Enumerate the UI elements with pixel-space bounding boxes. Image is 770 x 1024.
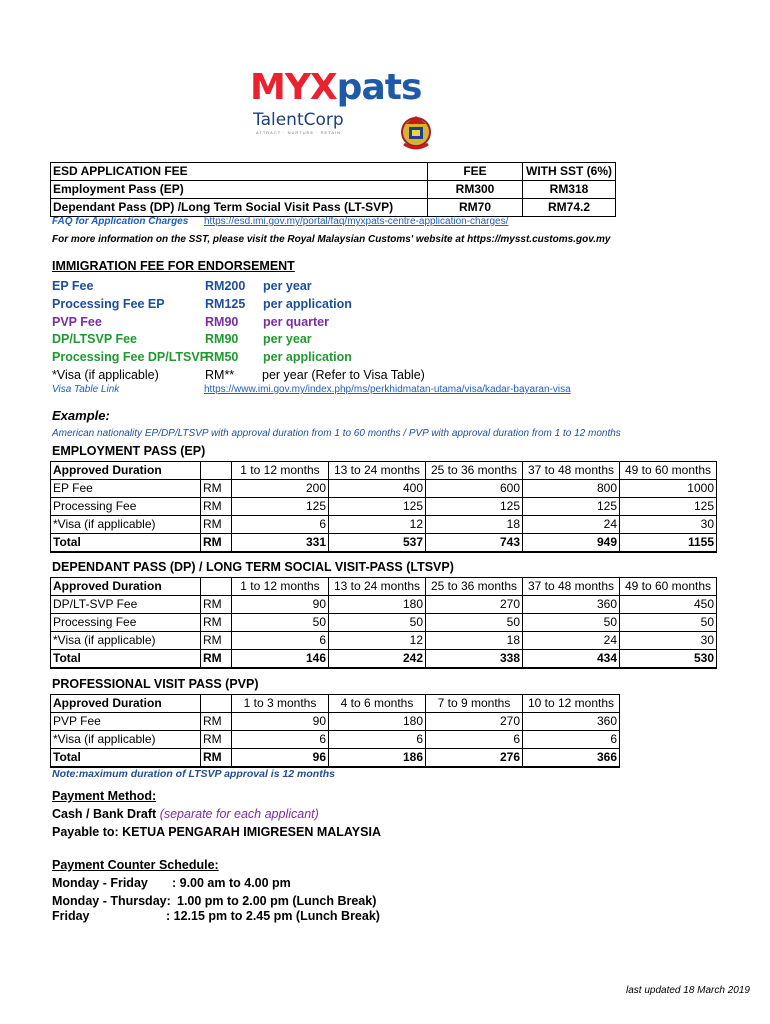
payment-method: Cash / Bank Draft	[52, 807, 157, 821]
table-row	[51, 650, 717, 669]
table-cell: 434	[523, 650, 620, 669]
table-cell: 125	[620, 498, 717, 516]
visa-table-label: Visa Table Link	[52, 384, 120, 395]
table-cell: 24	[523, 516, 620, 534]
table-cell: DP/LT-SVP Fee	[51, 596, 201, 614]
table-row	[51, 578, 717, 596]
table-header-cell: Approved Duration	[51, 578, 201, 596]
table-cell: 180	[329, 596, 426, 614]
fee-period: per year	[263, 279, 312, 293]
table-cell: 6	[232, 632, 329, 650]
last-updated: last updated 18 March 2019	[626, 985, 750, 996]
table-cell: 360	[523, 713, 620, 731]
immigration-crest-icon	[398, 112, 434, 152]
payment-method-row	[52, 807, 319, 821]
table-header-cell: 25 to 36 months	[426, 578, 523, 596]
faq-link[interactable]: https://esd.imi.gov.my/portal/faq/myxpats-centre-application-charges/	[204, 216, 509, 227]
table-header-cell: 10 to 12 months	[523, 695, 620, 713]
table-cell: 50	[232, 614, 329, 632]
table-cell: 186	[329, 749, 426, 768]
table-header-cell: 49 to 60 months	[620, 462, 717, 480]
table-row	[51, 731, 620, 749]
table-header-cell: 1 to 12 months	[232, 578, 329, 596]
table-cell: RM	[201, 632, 232, 650]
table-header-cell: 49 to 60 months	[620, 578, 717, 596]
table-cell: 18	[426, 516, 523, 534]
esd-fee-table	[50, 162, 616, 217]
ep-fee-table	[50, 461, 717, 553]
table-cell: 270	[426, 713, 523, 731]
faq-label: FAQ for Application Charges	[52, 216, 189, 227]
table-cell: 270	[426, 596, 523, 614]
table-row	[51, 614, 717, 632]
table-cell: 366	[523, 749, 620, 768]
table-header-cell: 13 to 24 months	[329, 578, 426, 596]
table-cell: RM	[201, 480, 232, 498]
schedule-day: Monday - Thursday:	[52, 894, 171, 908]
fee-label: PVP Fee	[52, 315, 102, 329]
fee-period: per application	[263, 350, 352, 364]
table-cell: 530	[620, 650, 717, 669]
table-row	[51, 749, 620, 768]
fee-amount: RM**	[205, 368, 235, 382]
fee-label: Processing Fee EP	[52, 297, 165, 311]
table-row	[51, 695, 620, 713]
table-cell: PVP Fee	[51, 713, 201, 731]
table-header-cell: 1 to 12 months	[232, 462, 329, 480]
dp-table-wrap	[50, 577, 717, 669]
fee-period: per year	[263, 332, 312, 346]
fee-amount: RM90	[205, 315, 239, 329]
table-cell: 50	[620, 614, 717, 632]
fee-amount: RM90	[205, 332, 239, 346]
table-cell: 50	[329, 614, 426, 632]
table-header-cell: 25 to 36 months	[426, 462, 523, 480]
table-header-cell: 1 to 3 months	[232, 695, 329, 713]
table-cell: 90	[232, 713, 329, 731]
pvp-table-title: PROFESSIONAL VISIT PASS (PVP)	[52, 677, 259, 691]
schedule-time: : 12.15 pm to 2.45 pm (Lunch Break)	[166, 909, 380, 923]
fee-label: Processing Fee DP/LTSVP	[52, 350, 209, 364]
table-cell: 50	[523, 614, 620, 632]
table-cell: Processing Fee	[51, 498, 201, 516]
table-cell: *Visa (if applicable)	[51, 632, 201, 650]
sst-note: For more information on the SST, please visit the Royal Malaysian Customs' website at https://mysst.customs.gov.my	[52, 234, 611, 245]
table-cell: 18	[426, 632, 523, 650]
table-cell: 125	[232, 498, 329, 516]
table-header-cell: 37 to 48 months	[523, 578, 620, 596]
table-cell: RM	[201, 534, 232, 553]
table-cell: RM	[201, 650, 232, 669]
table-cell: 24	[523, 632, 620, 650]
table-cell: 6	[329, 731, 426, 749]
table-cell: Total	[51, 650, 201, 669]
table-cell: 600	[426, 480, 523, 498]
table-cell: 1155	[620, 534, 717, 553]
table-cell: RM	[201, 614, 232, 632]
schedule-time: 1.00 pm to 2.00 pm (Lunch Break)	[177, 894, 377, 908]
fee-amount: RM125	[205, 297, 246, 311]
table-cell: 96	[232, 749, 329, 768]
schedule-day: Friday	[52, 909, 90, 923]
table-cell: 6	[232, 516, 329, 534]
fee-amount: RM200	[205, 279, 246, 293]
table-cell: 360	[523, 596, 620, 614]
logo-tagline: ATTRACT · NURTURE · RETAIN	[256, 130, 342, 135]
fee-label: DP/LTSVP Fee	[52, 332, 137, 346]
table-header-cell: 13 to 24 months	[329, 462, 426, 480]
schedule-day: Monday - Friday	[52, 876, 148, 890]
table-cell: RM70	[428, 199, 523, 217]
table-cell: *Visa (if applicable)	[51, 516, 201, 534]
table-row	[51, 181, 616, 199]
table-cell: 6	[523, 731, 620, 749]
table-cell: 338	[426, 650, 523, 669]
table-row	[51, 199, 616, 217]
payment-title: Payment Method:	[52, 789, 157, 803]
fee-period: per application	[263, 297, 352, 311]
fee-period: per quarter	[263, 315, 329, 329]
table-cell: Total	[51, 534, 201, 553]
table-row	[51, 462, 717, 480]
table-cell: 125	[329, 498, 426, 516]
table-cell: 6	[232, 731, 329, 749]
table-row	[51, 480, 717, 498]
dp-fee-table	[50, 577, 717, 669]
table-cell: 180	[329, 713, 426, 731]
table-cell: EP Fee	[51, 480, 201, 498]
table-cell: RM	[201, 516, 232, 534]
table-cell: RM	[201, 749, 232, 768]
table-cell: Total	[51, 749, 201, 768]
table-cell: 12	[329, 632, 426, 650]
schedule-time: : 9.00 am to 4.00 pm	[172, 876, 291, 890]
esd-header-sst: WITH SST (6%)	[523, 163, 616, 181]
table-cell: 1000	[620, 480, 717, 498]
payable-to: Payable to: KETUA PENGARAH IMIGRESEN MALAYSIA	[52, 825, 381, 839]
table-header-cell: Approved Duration	[51, 462, 201, 480]
table-cell: 6	[426, 731, 523, 749]
pvp-note: Note:maximum duration of LTSVP approval is 12 months	[52, 768, 335, 780]
logo-talentcorp: TalentCorp	[253, 110, 344, 130]
ep-table-title: EMPLOYMENT PASS (EP)	[52, 444, 206, 458]
table-cell: 125	[523, 498, 620, 516]
table-header-cell: Approved Duration	[51, 695, 201, 713]
table-cell: 30	[620, 632, 717, 650]
table-header-cell	[201, 578, 232, 596]
table-cell: RM318	[523, 181, 616, 199]
table-cell: Dependant Pass (DP) /Long Term Social Visit Pass (LT-SVP)	[51, 199, 428, 217]
table-row	[51, 632, 717, 650]
esd-fee-section	[50, 162, 616, 217]
immigration-title: IMMIGRATION FEE FOR ENDORSEMENT	[52, 259, 295, 273]
example-title: Example:	[52, 408, 110, 423]
table-header-cell: 37 to 48 months	[523, 462, 620, 480]
table-cell: 800	[523, 480, 620, 498]
table-cell: 50	[426, 614, 523, 632]
table-header-cell: 4 to 6 months	[329, 695, 426, 713]
table-cell: Processing Fee	[51, 614, 201, 632]
visa-table-link[interactable]: https://www.imi.gov.my/index.php/ms/perkhidmatan-utama/visa/kadar-bayaran-visa	[204, 384, 571, 395]
table-row	[51, 713, 620, 731]
table-cell: 90	[232, 596, 329, 614]
pvp-table-wrap	[50, 694, 620, 768]
table-cell: 400	[329, 480, 426, 498]
table-cell: 242	[329, 650, 426, 669]
table-cell: 125	[426, 498, 523, 516]
table-header-cell	[201, 695, 232, 713]
fee-label: *Visa (if applicable)	[52, 368, 159, 382]
ep-table-wrap	[50, 461, 717, 553]
schedule-title: Payment Counter Schedule:	[52, 858, 219, 872]
myxpats-logo	[250, 68, 450, 158]
fee-amount: RM50	[205, 350, 239, 364]
table-header-cell	[201, 462, 232, 480]
table-cell: 146	[232, 650, 329, 669]
table-cell: 276	[426, 749, 523, 768]
table-cell: RM	[201, 713, 232, 731]
example-subtitle: American nationality EP/DP/LTSVP with approval duration from 1 to 60 months / PVP with approval duration from 1 to 12 months	[52, 428, 621, 439]
esd-header-label: ESD APPLICATION FEE	[51, 163, 428, 181]
table-cell: 537	[329, 534, 426, 553]
fee-label: EP Fee	[52, 279, 94, 293]
table-row	[51, 596, 717, 614]
table-cell: 12	[329, 516, 426, 534]
table-cell: 200	[232, 480, 329, 498]
table-cell: RM	[201, 731, 232, 749]
pvp-fee-table	[50, 694, 620, 768]
table-cell: RM74.2	[523, 199, 616, 217]
table-cell: 30	[620, 516, 717, 534]
table-header-cell: 7 to 9 months	[426, 695, 523, 713]
table-cell: RM	[201, 498, 232, 516]
table-cell: 743	[426, 534, 523, 553]
table-cell: 949	[523, 534, 620, 553]
esd-header-fee: FEE	[428, 163, 523, 181]
table-cell: 331	[232, 534, 329, 553]
logo-wordmark: MYXpats	[250, 67, 422, 108]
table-cell: RM300	[428, 181, 523, 199]
table-row	[51, 516, 717, 534]
table-cell: *Visa (if applicable)	[51, 731, 201, 749]
fee-period: per year (Refer to Visa Table)	[262, 368, 425, 382]
payment-method-note: (separate for each applicant)	[159, 807, 319, 821]
table-cell: Employment Pass (EP)	[51, 181, 428, 199]
dp-table-title: DEPENDANT PASS (DP) / LONG TERM SOCIAL VISIT-PASS (LTSVP)	[52, 560, 454, 574]
table-row	[51, 498, 717, 516]
table-cell: 450	[620, 596, 717, 614]
table-row	[51, 163, 616, 181]
table-cell: RM	[201, 596, 232, 614]
table-row	[51, 534, 717, 553]
